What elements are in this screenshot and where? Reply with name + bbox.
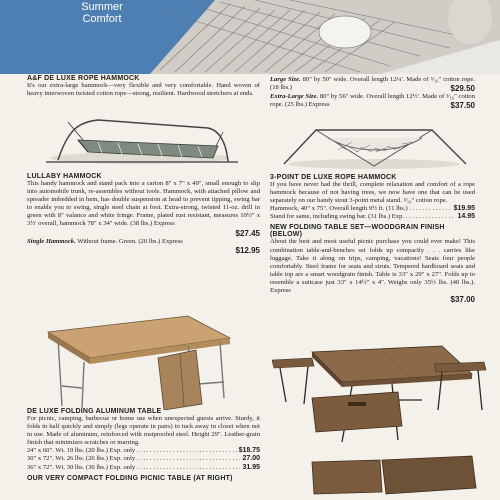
- lullaby-hammock-image: [38, 110, 243, 170]
- single-hammock-label: Single Hammock.: [27, 237, 76, 245]
- lullaby-section: [27, 173, 260, 255]
- xlarge-size-text: 80" by 56" wide. Overall length 12½'. Made of ⁵⁄₁₆" cotton rope. (25 lbs.) Express: [270, 93, 475, 109]
- aluminum-row-label: 30" x 72". Wt. 26 lbs. (26 lbs.) Exp. only . . .: [27, 455, 240, 463]
- three-point-heading: 3-POINT DE LUXE ROPE HAMMOCK: [270, 174, 397, 181]
- large-size-label: Large Size.: [270, 76, 301, 83]
- three-point-hammock-image: [276, 114, 472, 172]
- three-point-row-label: Hammock, 40" x 75". Overall length 9½ ft. (11 lbs.) . . .: [270, 205, 452, 213]
- xlarge-size-label: Extra-Large Size.: [270, 93, 319, 101]
- folding-table-heading: NEW FOLDING TABLE SET—WOODGRAIN FINISH (BELOW): [270, 224, 445, 239]
- lullaby-text: This handy hammock and stand pack into a carton 8" x 7" x 49", small enough to slip into automobile trunk, re-assembles without tools. Hammock, with attached pillow and spreader imbedded in hem, has double suspension at head to prevent tipping, swing bar to enable you to swing, single steel chain at foot. Extra-strong, twisted 11-oz. drill in green with 8" valance and white fringe. Frame, plated rust resistant, measures 10½" x 3½' overall, hammock 78" x 34" wide. (38 lbs.) Express: [27, 180, 260, 228]
- folding-table-text: About the best and most useful picnic purchase you could ever make! This combination table-and-benches set folds up compactly . . . carries like luggage. Take it along on trips, camping, vacations! Seats four people comfortably. Steel frame for seats and struts. Tempered hardboard seats and table top are a smart woodgrain finish. Table is 33" x 29" x 27". Folds up to resemble a suitcase just 33" x 14½" x 4". Weighs only 35½ lbs. (40 lbs.). Express: [270, 238, 475, 295]
- three-point-row-label: Stand for same, including swing bar. (31 lbs.) Exp. . . .: [270, 213, 455, 221]
- three-point-row: [270, 213, 475, 221]
- three-point-row-price: 14.95: [457, 213, 475, 221]
- aluminum-row-label: 36" x 72". Wt. 30 lbs. (30 lbs.) Exp. only . . .: [27, 464, 240, 472]
- xlarge-size-price: $37.50: [450, 101, 475, 111]
- three-point-section: [270, 174, 475, 304]
- folding-table-price: $37.00: [450, 295, 475, 305]
- aluminum-table-image: [38, 302, 238, 410]
- compact-table-heading: OUR VERY COMPACT FOLDING PICNIC TABLE (AT RIGHT): [27, 474, 233, 482]
- aluminum-price-row: [27, 464, 260, 472]
- three-point-text: If you have never had the thrill, complete relaxation and comfort of a rope hammock because of not having trees, we now have one that can be used separately on our handy stout 3-point metal stand. ⁵⁄₁₆" cotton rope.: [270, 181, 475, 205]
- aluminum-row-label: 24" x 60". Wt. 19 lbs. (20 lbs.) Exp. only . . .: [27, 447, 237, 455]
- three-point-row-price: $19.95: [453, 205, 475, 213]
- sizes-section: [270, 76, 475, 110]
- top-banner: [0, 0, 500, 74]
- banner-line-2: Comfort: [82, 13, 122, 25]
- aluminum-price-row: [27, 447, 260, 455]
- aluminum-row-price: $18.75: [238, 447, 260, 455]
- single-hammock-price: $12.95: [235, 245, 260, 255]
- aluminum-row-price: 27.00: [242, 455, 260, 463]
- rope-hammock-text: It's our extra-large hammock—very flexible and very comfortable. Hand woven of heavy interwoven twisted cotton rope—strong, resilient. Hardwood stretchers at ends.: [27, 82, 260, 98]
- three-point-row: [270, 205, 475, 213]
- rope-hammock-heading: A&F DE LUXE ROPE HAMMOCK: [27, 75, 140, 82]
- large-size-price: $29.50: [450, 84, 475, 94]
- large-size-text: 80" by 50" wide. Overall length 12¼'. Made of ⁵⁄₁₆" cotton rope. (18 lbs.): [270, 76, 476, 92]
- aluminum-table-section: [27, 408, 260, 482]
- aluminum-table-text: For picnic, camping, barbecue or home use when unexpected guests arrive. Sturdy, it folds in half quickly and simply (legs operate in pairs) to tuck away in closet when not in use. Made of aluminum, reinforced with rustproofed steel. Height 29". Leather-grain finish that minimizes scratches or marring.: [27, 415, 260, 447]
- rope-hammock-section: [27, 75, 260, 98]
- woodgrain-table-image: [272, 340, 488, 500]
- aluminum-row-price: 31.95: [242, 463, 260, 471]
- aluminum-price-row: [27, 455, 260, 463]
- aluminum-table-heading: DE LUXE FOLDING ALUMINUM TABLE: [27, 408, 162, 415]
- banner-line-1: Summer: [81, 1, 123, 13]
- lullaby-heading: LULLABY HAMMOCK: [27, 173, 102, 180]
- lullaby-price: $27.45: [235, 228, 260, 238]
- single-hammock-text: Without frame. Green. (20 lbs.) Express: [77, 237, 183, 245]
